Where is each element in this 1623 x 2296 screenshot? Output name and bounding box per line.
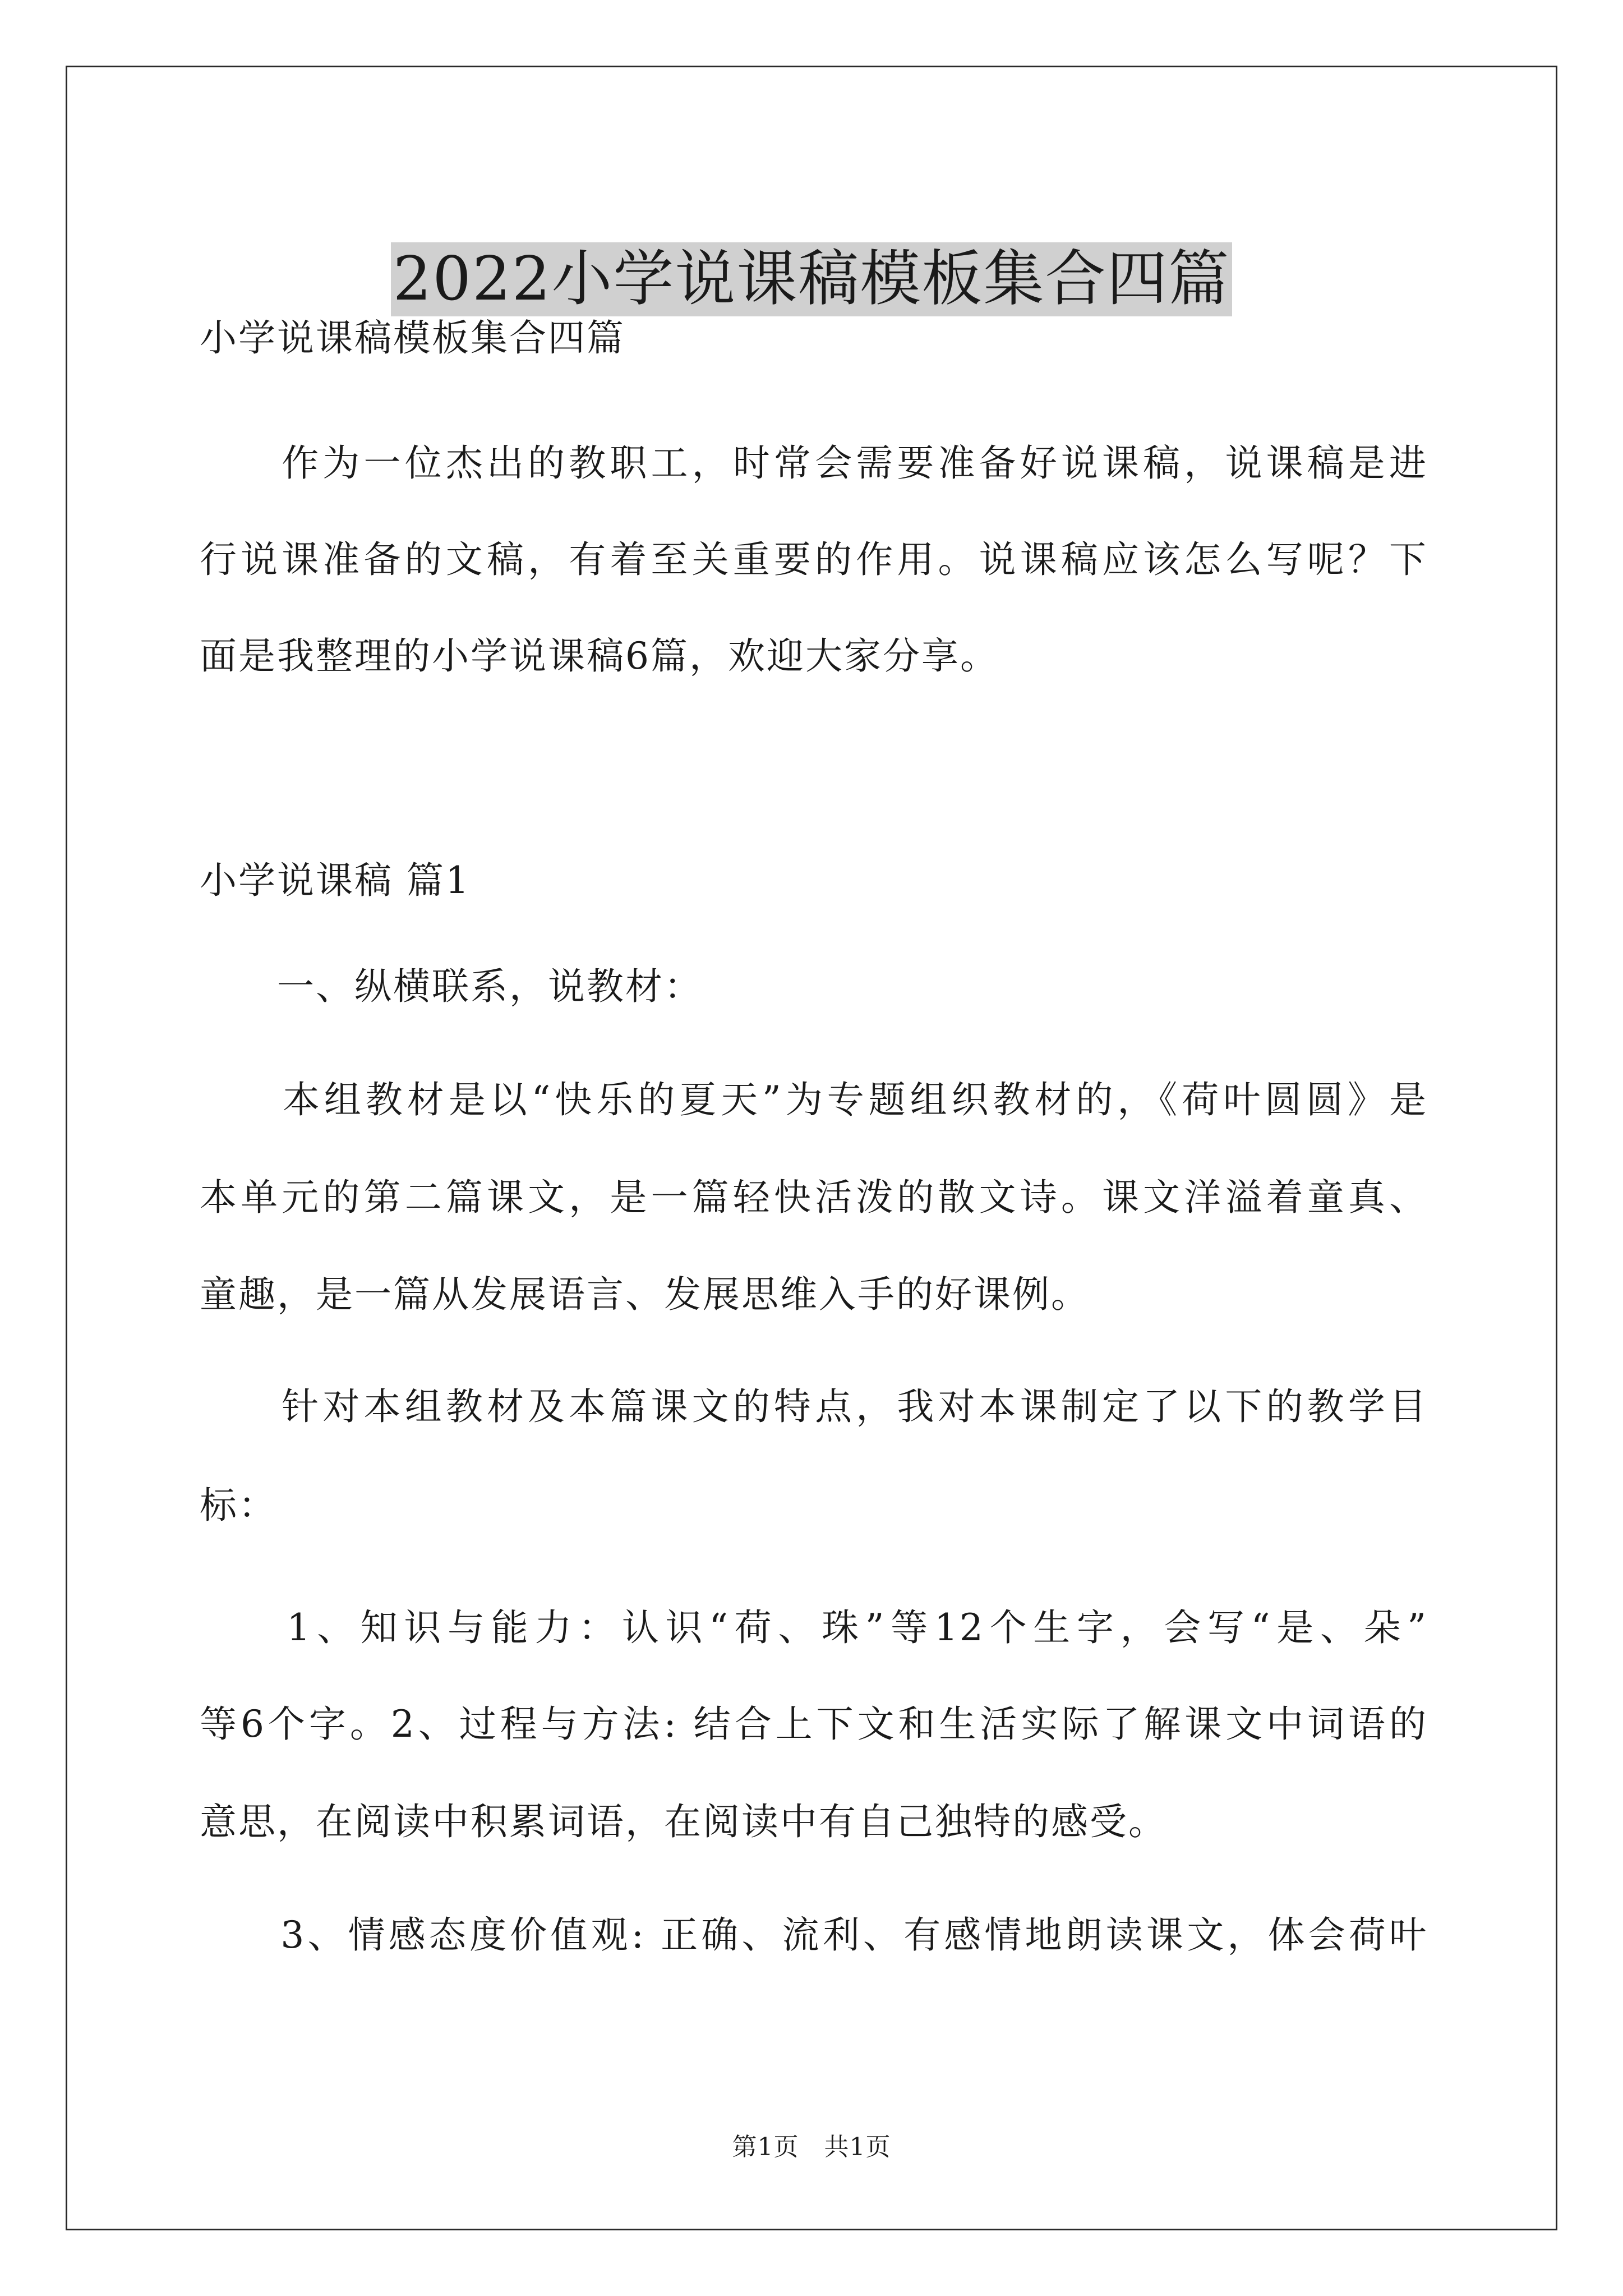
paragraph-line: 面是我整理的小学说课稿6篇，欢迎大家分享。 [200,634,999,678]
paragraph-line: 1、知识与能力：认识“荷、珠”等12个生字，会写“是、朵” [200,1606,1428,1649]
paragraph-line: 等6个字。2、过程与方法: 结合上下文和生活实际了解课文中词语的 [200,1703,1428,1746]
page-footer: 第1页 共1页 [732,2133,891,2161]
paragraph-line: 作为一位杰出的教职工，时常会需要准备好说课稿，说课稿是进 [200,441,1428,485]
document-title: 2022小学说课稿模板集合四篇 [391,242,1233,316]
paragraph-line: 针对本组教材及本篇课文的特点，我对本课制定了以下的教学目 [200,1385,1428,1428]
section-heading: 小学说课稿 篇1 [200,859,471,902]
paragraph-line: 一、纵横联系，说教材： [200,965,703,1008]
paragraph-line: 标： [200,1484,277,1527]
paragraph-line: 行说课准备的文稿，有着至关重要的作用。说课稿应该怎么写呢？下 [200,538,1428,581]
paragraph-line: 3、情感态度价值观: 正确、流利、有感情地朗读课文，体会荷叶 [200,1913,1428,1957]
paragraph-line: 童趣，是一篇从发展语言、发展思维入手的好课例。 [200,1273,1090,1316]
paragraph-line: 意思，在阅读中积累词语，在阅读中有自己独特的感受。 [200,1800,1167,1843]
page-border [66,66,1557,2230]
subtitle-line: 小学说课稿模板集合四篇 [200,316,625,360]
paragraph-line: 本单元的第二篇课文，是一篇轻快活泼的散文诗。课文洋溢着童真、 [200,1176,1428,1219]
paragraph-line: 本组教材是以“快乐的夏天”为专题组织教材的，《荷叶圆圆》是 [200,1078,1428,1121]
